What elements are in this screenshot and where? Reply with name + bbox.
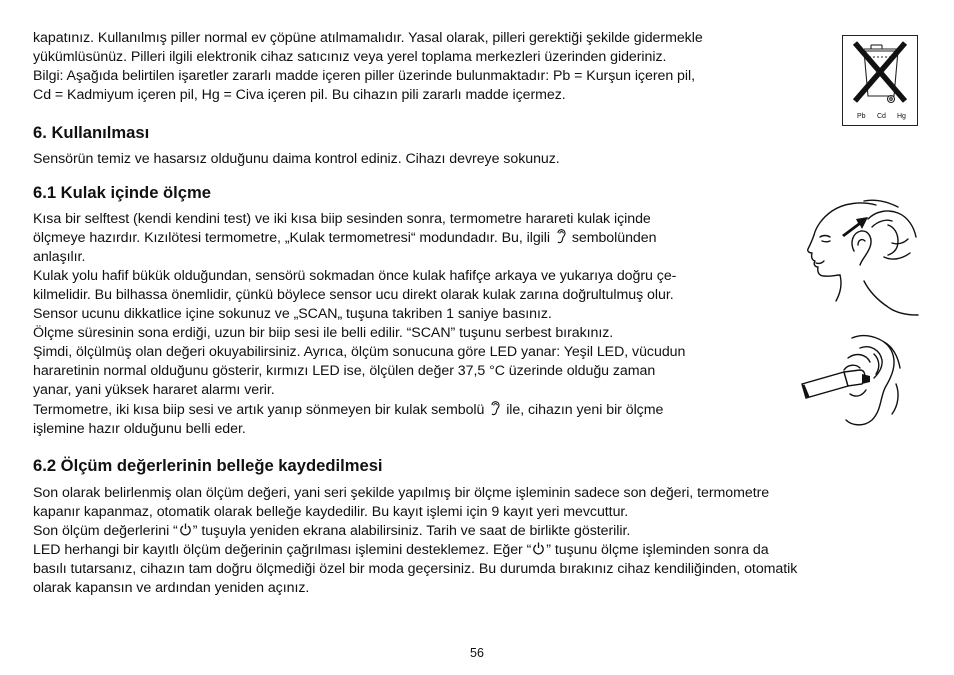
crossed-bin-icon (842, 35, 918, 126)
s61-line-3: anlaşılır. (33, 249, 86, 265)
s62-line-4 (33, 541, 769, 560)
power-icon (532, 542, 545, 555)
s61-line-2a: ölçmeye hazırdır. Kızılötesi termometre, „Kulak termometresi“ modundadır. Bu, ilgili (33, 230, 550, 246)
intro-line-1: kapatınız. Kullanılmış piller normal ev çöpüne atılmamalıdır. Yasal olarak, pilleri gerektiği şekilde gidermekle (33, 30, 703, 46)
ear-icon (490, 401, 500, 416)
ear-icon (556, 229, 566, 244)
s61-line-2 (33, 229, 656, 248)
page-number: 56 (470, 646, 484, 660)
section-6-2-heading: 6.2 Ölçüm değerlerinin belleğe kaydedilmesi (33, 456, 383, 475)
power-icon (179, 523, 192, 536)
section-6-1-heading: 6.1 Kulak içinde ölçme (33, 183, 211, 202)
s61-line-8: Şimdi, ölçülmüş olan değeri okuyabilirsiniz. Ayrıca, ölçüm sonucuna göre LED yanar: Yeşil LED, vücudun (33, 344, 686, 360)
s62-line-3 (33, 522, 630, 541)
s62-line-1: Son olarak belirlenmiş olan ölçüm değeri, yani seri şekilde yapılmış bir ölçme işleminin sadece son değeri, termometre (33, 485, 770, 501)
hg-label: Hg (897, 113, 906, 120)
s61-line-1: Kısa bir selftest (kendi kendini test) ve iki kısa biip sesinden sonra, termometre harareti kulak içinde (33, 211, 651, 227)
s62-line-4a: LED herhangi bir kayıtlı ölçüm değerinin çağrılması işlemini desteklemez. Eğer “ (33, 542, 532, 558)
s61-line-6: Sensor ucunu dikkatlice içine sokunuz ve „SCAN„ tuşuna takriben 1 saniye basınız. (33, 306, 552, 322)
intro-line-4: Cd = Kadmiyum içeren pil, Hg = Civa içeren pil. Bu cihazın pili zararlı madde içermez. (33, 87, 566, 103)
intro-line-3: Bilgi: Aşağıda belirtilen işaretler zararlı madde içeren piller üzerinde bulunmaktadır: Pb = Kurşun içeren pil, (33, 68, 695, 84)
s61-line-9: hararetinin normal olduğunu gösterir, kırmızı LED ise, ölçülen değer 37,5 °C üzerinde olduğu zaman (33, 363, 656, 379)
cd-label: Cd (877, 113, 886, 120)
s61-line-2b: sembolünden (571, 230, 657, 246)
s61-line-10: yanar, yani yüksek hararet alarmı verir. (33, 382, 275, 398)
s62-line-3a: Son ölçüm değerlerini “ (33, 523, 178, 539)
ear-pull-illustration (806, 197, 924, 322)
s61-line-11a: Termometre, iki kısa biip sesi ve artık yanıp sönmeyen bir kulak sembolü (33, 402, 485, 418)
section-6-body: Sensörün temiz ve hasarsız olduğunu daima kontrol ediniz. Cihazı devreye sokunuz. (33, 151, 560, 167)
s61-line-7: Ölçme süresinin sona erdiği, uzun bir biip sesi ile belli edilir. “SCAN” tuşunu serbest bırakınız. (33, 325, 614, 341)
section-6-heading: 6. Kullanılması (33, 123, 150, 142)
thermometer-in-ear-illustration (800, 334, 906, 430)
s61-line-12: işlemine hazır olduğunu belli eder. (33, 421, 246, 437)
s62-line-4b: ” tuşunu ölçme işleminden sonra da (546, 542, 769, 558)
s62-line-6: olarak kapansın ve ardından yeniden açınız. (33, 580, 310, 596)
s61-line-4: Kulak yolu hafif bükük olduğundan, sensörü sokmadan önce kulak hafifçe arkaya ve yukarıya doğru çe- (33, 268, 677, 284)
intro-line-2: yükümlüsünüz. Pilleri ilgili elektronik cihaz satıcınız veya yerel toplama merkezleri üzerinden gideriniz. (33, 49, 667, 65)
s61-line-5: kilmelidir. Bu bilhassa önemlidir, çünkü böylece sensor ucu direkt olarak kulak zarına doğrultulmuş olur. (33, 287, 674, 303)
s62-line-3b: ” tuşuyla yeniden ekrana alabilirsiniz. Tarih ve saat de birlikte gösterilir. (192, 523, 631, 539)
s61-line-11b: ile, cihazın yeni bir ölçme (506, 402, 664, 418)
pb-label: Pb (857, 113, 866, 120)
s61-line-11 (33, 401, 663, 420)
s62-line-5: basılı tutarsanız, cihazın tam doğru ölçmediği özel bir moda geçersiniz. Bu durumda bırakınız cihaz kendiliğinden, otomatik (33, 561, 798, 577)
s62-line-2: kapanır kapanmaz, otomatik olarak belleğe kaydedilir. Bu kayıt işlemi için 9 kayıt yeri mevcuttur. (33, 504, 629, 520)
